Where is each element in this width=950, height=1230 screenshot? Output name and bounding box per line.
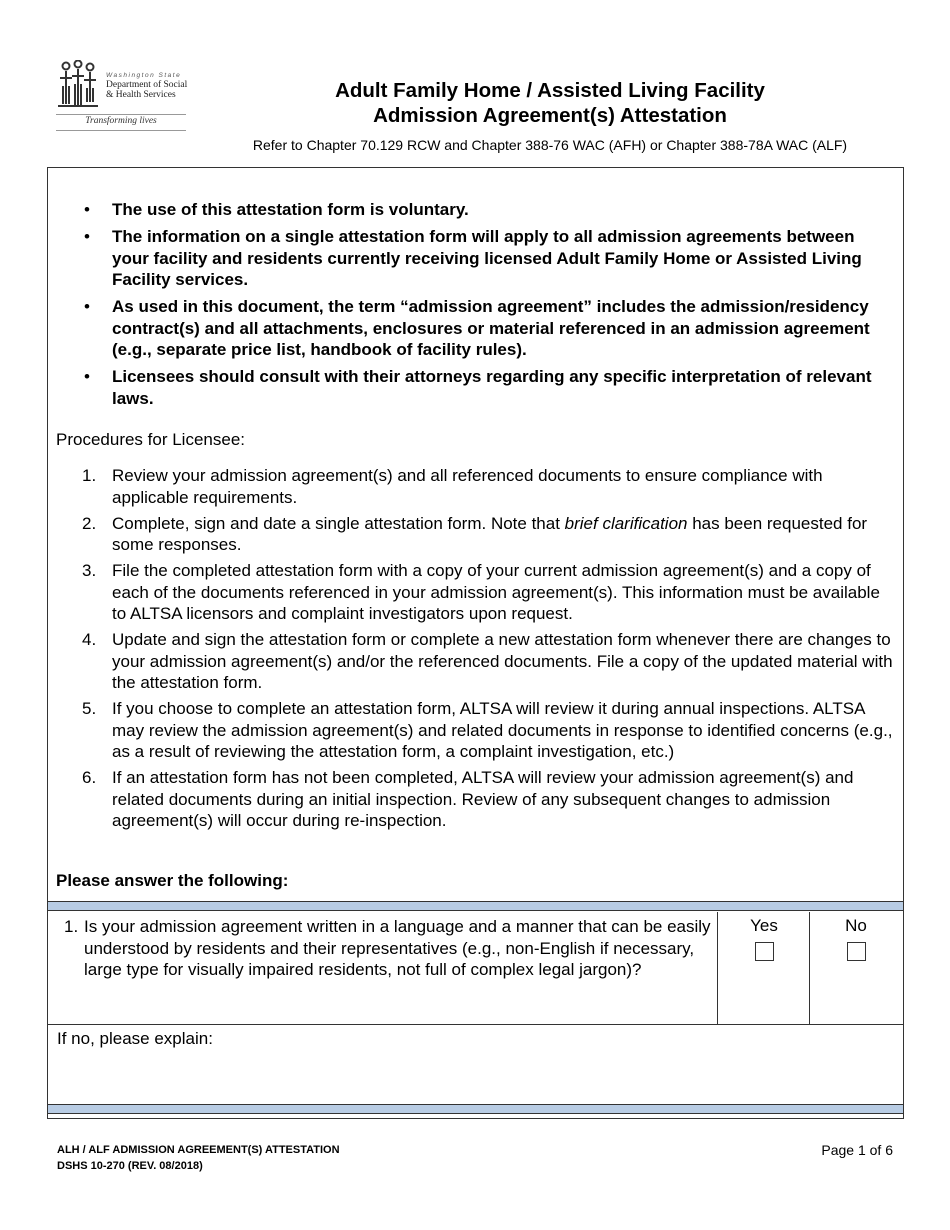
step-number: 4. xyxy=(82,630,97,649)
procedures-heading: Procedures for Licensee: xyxy=(56,430,245,449)
explain-field-label[interactable]: If no, please explain: xyxy=(57,1029,213,1048)
step-number: 3. xyxy=(82,561,97,580)
step-text: Complete, sign and date a single attestation form. Note that xyxy=(112,513,565,533)
procedure-step xyxy=(62,629,896,694)
step-number: 5. xyxy=(82,699,97,718)
footer-form-title: ALH / ALF ADMISSION AGREEMENT(S) ATTESTATION xyxy=(57,1144,340,1156)
no-checkbox[interactable] xyxy=(847,942,866,961)
step-text: Update and sign the attestation form or complete a new attestation form whenever there are changes to your admission agreement(s) and/or the referenced documents. File a copy of the updated material with the attestation form. xyxy=(112,630,893,692)
yes-label: Yes xyxy=(750,916,778,935)
bullet-item: • Licensees should consult with their attorneys regarding any specific interpretation of relevant laws. xyxy=(62,366,892,409)
step-text: has been requested for some responses. xyxy=(112,513,868,554)
bullet-item: • The information on a single attestation form will apply to all admission agreements between your facility and residents currently receiving licensed Adult Family Home or Assisted Living Facility services. xyxy=(62,226,892,291)
logo-state-text: Washington State xyxy=(106,72,182,79)
questions-heading: Please answer the following: xyxy=(56,871,289,890)
no-option xyxy=(810,916,902,961)
intro-bullet-list xyxy=(62,199,892,415)
step-text: If you choose to complete an attestation form, ALTSA will review it during annual inspections. ALTSA may review the admission agreement(s) and related documents in response to identified concerns (e.g., as a result of reviewing the attestation form, a complaint investigation, etc.) xyxy=(112,699,893,761)
procedure-step xyxy=(62,465,896,508)
logo-divider xyxy=(56,114,186,115)
step-text: If an attestation form has not been completed, ALTSA will review your admission agreement(s) and related documents during an initial inspection. Review of any subsequent changes to admission agreement(s) will occur during re-inspection. xyxy=(112,768,854,830)
no-label: No xyxy=(845,916,867,935)
bullet-item: • As used in this document, the term “admission agreement” includes the admission/residency contract(s) and all attachments, enclosures or material referenced in an admission agreement (e.g., separate price list, handbook of facility rules). xyxy=(62,296,892,361)
step-number: 6. xyxy=(82,768,97,787)
procedure-step xyxy=(62,560,896,625)
logo-dept-text: Department of Social & Health Services xyxy=(106,80,188,100)
bullet-item: • The use of this attestation form is voluntary. xyxy=(62,199,892,221)
dshs-logo xyxy=(56,58,188,132)
procedure-steps xyxy=(62,465,896,836)
step-number: 1. xyxy=(82,466,97,485)
question-number: 1. xyxy=(64,917,79,936)
procedure-step xyxy=(62,767,896,832)
procedure-step xyxy=(62,698,896,763)
page-number: Page 1 of 6 xyxy=(821,1142,893,1158)
table-footer-band xyxy=(48,1104,903,1114)
step-number: 2. xyxy=(82,513,97,533)
yes-option xyxy=(718,916,810,961)
question-row xyxy=(48,912,903,1025)
question-text: 1. Is your admission agreement written in a language and a manner that can be easily understood by residents and their representatives (e.g., non-English if necessary, large type for visually impaired residents, not full of complex legal jargon)? xyxy=(64,917,711,979)
table-header-band xyxy=(48,901,903,911)
yes-checkbox[interactable] xyxy=(755,942,774,961)
footer-form-code: DSHS 10-270 (REV. 08/2018) xyxy=(57,1160,203,1172)
procedure-step xyxy=(62,513,896,556)
step-text: Review your admission agreement(s) and all referenced documents to ensure compliance with applicable requirements. xyxy=(112,466,823,507)
step-text: File the completed attestation form with a copy of your current admission agreement(s) and a copy of each of the documents referenced in your admission agreement(s). This information must be available to ALTSA licensors and complaint investigators upon request. xyxy=(112,561,880,623)
page-title: Adult Family Home / Assisted Living Facility Admission Agreement(s) Attestation xyxy=(335,79,765,127)
page-subtitle: Refer to Chapter 70.129 RCW and Chapter 388-76 WAC (AFH) or Chapter 388-78A WAC (ALF) xyxy=(252,137,848,153)
logo-tagline: Transforming lives xyxy=(85,116,157,126)
people-figures-icon xyxy=(56,60,100,108)
logo-divider xyxy=(56,130,186,131)
step-text-emphasis: brief clarification xyxy=(564,513,688,533)
